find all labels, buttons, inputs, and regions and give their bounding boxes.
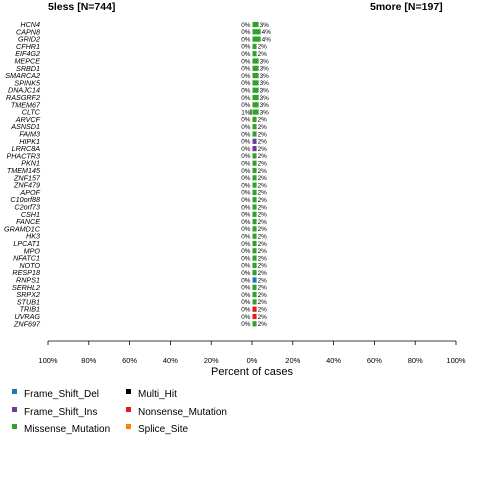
right-bar	[253, 234, 257, 239]
left-percent-label: 0%	[241, 233, 251, 241]
right-percent-label: 2%	[257, 226, 267, 234]
gene-row	[24, 246, 268, 255]
right-bar	[253, 66, 259, 71]
left-percent-label: 0%	[241, 36, 251, 44]
legend-label: Frame_Shift_Del	[24, 389, 100, 400]
left-percent-label: 0%	[241, 226, 251, 234]
gene-row	[12, 144, 268, 153]
right-percent-label: 4%	[261, 29, 271, 37]
legend-label: Multi_Hit	[138, 389, 177, 400]
right-bar	[253, 29, 261, 34]
gene-row	[12, 268, 267, 277]
left-percent-label: 0%	[241, 131, 251, 139]
left-percent-label: 0%	[241, 262, 251, 270]
right-bar	[253, 73, 259, 78]
left-percent-label: 0%	[241, 175, 251, 183]
right-percent-label: 2%	[257, 218, 267, 226]
gene-label: SPINK5	[14, 78, 40, 88]
x-axis-label: Percent of cases	[211, 366, 293, 378]
left-percent-label: 0%	[241, 240, 251, 248]
gene-label: HK3	[26, 231, 40, 241]
left-percent-label: 0%	[241, 65, 251, 73]
x-tick-label: 40%	[326, 356, 342, 365]
right-percent-label: 3%	[259, 72, 269, 80]
gene-label: TRIB1	[19, 304, 40, 314]
right-bar	[253, 58, 259, 63]
legend-item	[12, 407, 97, 418]
left-percent-label: 0%	[241, 94, 251, 102]
right-bar	[253, 204, 257, 209]
gene-label: UVRAG	[14, 312, 40, 321]
right-bar	[253, 124, 257, 129]
left-percent-label: 0%	[241, 116, 251, 124]
legend-label: Frame_Shift_Ins	[24, 407, 98, 418]
legend-item	[126, 389, 177, 400]
right-bar	[253, 307, 257, 312]
right-percent-label: 2%	[257, 138, 267, 146]
right-percent-label: 2%	[257, 248, 267, 256]
right-percent-label: 2%	[257, 175, 267, 183]
left-percent-label: 0%	[241, 313, 251, 321]
gene-label: ZNF157	[14, 173, 40, 183]
gene-row	[6, 151, 267, 160]
x-tick-label: 80%	[407, 356, 423, 365]
legend-label: Nonsense_Mutation	[138, 407, 227, 418]
right-bar	[253, 197, 257, 202]
right-bar	[253, 321, 257, 326]
right-bar	[253, 241, 257, 246]
right-bar	[253, 110, 259, 115]
gene-row	[16, 290, 267, 299]
gene-row	[12, 283, 267, 292]
right-group-header: 5more [N=197]	[370, 1, 443, 13]
right-percent-label: 3%	[259, 87, 269, 95]
left-percent-label: 0%	[241, 197, 251, 204]
gene-row	[19, 261, 267, 270]
right-percent-label: 3%	[259, 65, 269, 73]
right-percent-label: 2%	[257, 270, 267, 277]
left-percent-label: 0%	[241, 255, 251, 263]
gene-row	[13, 239, 267, 248]
x-tick-label: 0%	[246, 356, 258, 365]
right-bar	[253, 161, 257, 166]
right-bar	[253, 102, 259, 107]
gene-row	[14, 203, 267, 212]
right-bar	[253, 146, 257, 151]
right-bar	[253, 175, 257, 180]
gene-row	[20, 305, 268, 314]
right-bar	[253, 139, 257, 144]
gene-row	[15, 115, 267, 124]
right-bar	[253, 285, 257, 290]
left-percent-label: 0%	[241, 124, 251, 131]
legend-swatch	[126, 424, 131, 429]
gene-label: CSH1	[20, 209, 40, 219]
gene-row	[17, 297, 267, 306]
gene-row	[10, 195, 267, 204]
right-percent-label: 2%	[257, 211, 267, 219]
left-percent-label: 0%	[241, 145, 251, 153]
gene-label: SRBD1	[16, 63, 40, 73]
left-percent-label: 0%	[241, 58, 251, 66]
gene-label: TMEM67	[10, 100, 40, 110]
right-bar	[253, 51, 257, 56]
legend-swatch	[12, 389, 17, 394]
right-percent-label: 2%	[257, 197, 267, 204]
left-percent-label: 0%	[241, 138, 251, 146]
gene-label: ZNF479	[14, 180, 40, 190]
x-tick-label: 20%	[285, 356, 301, 365]
legend-item	[12, 389, 99, 400]
left-percent-label: 0%	[241, 80, 251, 88]
left-percent-label: 0%	[241, 211, 251, 219]
gene-label: NOTO	[19, 260, 40, 270]
left-percent-label: 0%	[241, 284, 251, 292]
right-bar	[253, 95, 259, 100]
right-percent-label: 2%	[257, 313, 267, 321]
gene-label: LRRC8A	[11, 144, 40, 154]
right-bar	[253, 277, 257, 282]
gene-row	[15, 49, 267, 58]
right-bar	[253, 270, 257, 275]
gene-label: GRAMD1C	[4, 224, 40, 234]
x-axis	[38, 341, 466, 365]
right-percent-label: 2%	[257, 255, 267, 263]
gene-label: SRPX2	[16, 290, 40, 300]
right-percent-label: 3%	[259, 102, 269, 110]
legend-swatch	[126, 389, 131, 394]
right-percent-label: 3%	[259, 80, 269, 88]
left-percent-label: 0%	[241, 21, 251, 29]
left-percent-label: 0%	[241, 43, 251, 51]
gene-row	[22, 108, 269, 117]
right-percent-label: 2%	[257, 131, 267, 139]
gene-label: HIPK1	[19, 136, 40, 146]
gene-label: APOF	[20, 187, 40, 197]
gene-row	[21, 210, 267, 219]
gene-row	[19, 137, 267, 146]
gene-row	[4, 224, 267, 233]
left-percent-label: 1%	[241, 109, 251, 117]
right-bar	[253, 117, 257, 122]
gene-label: NFATC1	[13, 253, 40, 263]
legend-label: Missense_Mutation	[24, 424, 111, 435]
gene-row	[13, 173, 267, 182]
right-bar	[253, 44, 257, 49]
gene-row	[16, 217, 267, 226]
left-percent-label: 0%	[241, 299, 251, 307]
left-group-header: 5less [N=744]	[48, 1, 116, 13]
left-percent-label: 0%	[241, 277, 251, 285]
x-tick-label: 20%	[203, 356, 219, 365]
x-tick-label: 100%	[446, 356, 466, 365]
right-bar	[253, 153, 257, 158]
gene-row	[26, 232, 267, 241]
right-bar	[253, 219, 257, 224]
left-percent-label: 0%	[241, 218, 251, 226]
gene-label: C10orf88	[10, 195, 40, 205]
right-percent-label: 2%	[257, 321, 267, 329]
gene-row	[8, 86, 269, 95]
right-percent-label: 2%	[257, 167, 267, 175]
right-percent-label: 2%	[257, 262, 267, 270]
gene-label: CLTC	[21, 107, 40, 117]
right-percent-label: 2%	[257, 182, 267, 190]
gene-row	[13, 254, 267, 263]
gene-label: TMEM145	[6, 166, 40, 175]
gene-label: MEPCE	[14, 56, 40, 66]
right-percent-label: 2%	[257, 160, 267, 168]
gene-row	[7, 166, 267, 175]
gene-label: RASGRF2	[6, 93, 40, 102]
right-bar	[253, 168, 257, 173]
gene-label: ARVCF	[15, 114, 40, 124]
gene-row	[13, 319, 267, 328]
right-percent-label: 2%	[257, 233, 267, 241]
left-percent-label: 0%	[241, 270, 251, 277]
right-bar	[253, 299, 257, 304]
right-percent-label: 2%	[257, 277, 267, 285]
right-bar	[253, 314, 257, 319]
x-tick-label: 100%	[38, 356, 58, 365]
right-percent-label: 2%	[257, 204, 267, 212]
gene-rows	[4, 20, 271, 328]
gene-row	[19, 188, 267, 197]
x-tick-label: 60%	[122, 356, 138, 365]
right-percent-label: 2%	[257, 189, 267, 197]
right-percent-label: 3%	[259, 109, 269, 117]
gene-label: ZNF697	[14, 319, 40, 329]
gene-row	[10, 122, 267, 131]
right-bar	[253, 22, 259, 27]
right-percent-label: 2%	[257, 240, 267, 248]
left-percent-label: 0%	[241, 321, 251, 329]
left-percent-label: 0%	[241, 160, 251, 168]
left-percent-label: 0%	[241, 72, 251, 80]
left-percent-label: 0%	[241, 51, 251, 58]
right-bar	[253, 226, 257, 231]
right-percent-label: 2%	[257, 291, 267, 299]
right-percent-label: 4%	[261, 36, 271, 44]
left-percent-label: 0%	[241, 248, 251, 256]
gene-row	[6, 93, 269, 102]
gene-label: LPCAT1	[13, 239, 40, 248]
right-bar	[253, 292, 257, 297]
right-bar	[253, 131, 257, 136]
right-bar	[253, 263, 257, 268]
gene-label: C2orf73	[14, 202, 40, 212]
left-percent-label: 0%	[241, 189, 251, 197]
right-percent-label: 3%	[259, 94, 269, 102]
gene-row	[16, 42, 267, 51]
gene-label: RNPS1	[16, 275, 40, 285]
gene-row	[5, 71, 269, 80]
gene-row	[16, 27, 271, 36]
gene-label: EIF4G2	[15, 49, 40, 59]
right-bar	[253, 183, 257, 188]
x-tick-label: 60%	[366, 356, 382, 365]
legend-swatch	[12, 424, 17, 429]
left-percent-label: 0%	[241, 204, 251, 212]
gene-row	[11, 100, 269, 109]
legend	[12, 389, 227, 435]
gene-row	[20, 20, 269, 29]
gene-label: CFHR1	[16, 41, 40, 51]
gene-label: RESP18	[12, 268, 40, 278]
gene-row	[13, 181, 267, 190]
left-percent-label: 0%	[241, 306, 251, 314]
gene-label: PHACTR3	[6, 151, 40, 161]
gene-label: FAIM3	[19, 129, 40, 139]
right-percent-label: 3%	[259, 58, 269, 66]
gene-label: SERHL2	[12, 282, 40, 292]
right-percent-label: 3%	[259, 21, 269, 29]
right-bar	[253, 88, 259, 93]
right-bar	[253, 256, 257, 261]
gene-label: SMARCA2	[5, 71, 40, 81]
gene-row	[14, 78, 269, 87]
right-percent-label: 2%	[257, 116, 267, 124]
gene-row	[14, 312, 267, 321]
gene-label: ASNSD1	[11, 122, 40, 132]
right-bar	[253, 212, 257, 217]
gene-label: GRID2	[18, 34, 40, 44]
right-percent-label: 2%	[257, 43, 267, 51]
left-percent-label: 0%	[241, 102, 251, 110]
gene-label: CAPN8	[16, 27, 40, 37]
x-tick-label: 40%	[162, 356, 178, 365]
gene-row	[16, 276, 267, 285]
gene-label: MPO	[23, 246, 40, 256]
left-percent-label: 0%	[241, 153, 251, 161]
right-percent-label: 2%	[257, 124, 267, 131]
legend-swatch	[126, 407, 131, 412]
legend-item	[126, 407, 227, 418]
right-bar	[253, 37, 261, 42]
gene-label: HCN4	[20, 20, 40, 29]
right-percent-label: 2%	[257, 284, 267, 292]
legend-item	[12, 424, 110, 435]
gene-label: FANCE	[16, 217, 40, 227]
left-percent-label: 0%	[241, 167, 251, 175]
gene-row	[14, 57, 269, 66]
gene-row	[21, 159, 267, 168]
legend-item	[126, 424, 188, 435]
x-tick-label: 80%	[81, 356, 97, 365]
right-percent-label: 2%	[257, 145, 267, 153]
right-bar	[253, 80, 259, 85]
legend-swatch	[12, 407, 17, 412]
gene-row	[16, 64, 269, 73]
gene-label: PKN1	[21, 158, 40, 168]
gene-label: STUB1	[16, 297, 40, 307]
gene-label: DNAJC14	[8, 85, 40, 95]
right-bar	[253, 248, 257, 253]
right-percent-label: 2%	[257, 51, 267, 58]
gene-row	[18, 35, 271, 44]
left-percent-label: 0%	[241, 291, 251, 299]
gene-row	[19, 130, 267, 139]
left-percent-label: 0%	[241, 182, 251, 190]
right-percent-label: 2%	[257, 306, 267, 314]
left-percent-label: 0%	[241, 87, 251, 95]
right-percent-label: 2%	[257, 153, 267, 161]
legend-label: Splice_Site	[138, 424, 189, 435]
right-percent-label: 2%	[257, 299, 267, 307]
right-bar	[253, 190, 257, 195]
left-percent-label: 0%	[241, 29, 251, 37]
